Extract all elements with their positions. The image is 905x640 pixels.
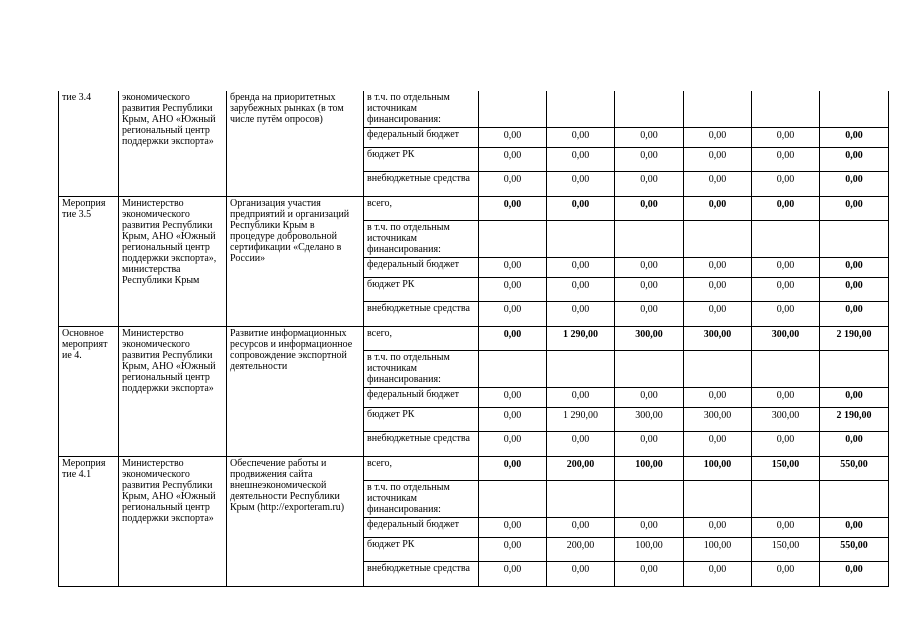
value-cell: 0,00 [684,258,752,278]
value-cell: 0,00 [547,518,615,538]
value-cell: 0,00 [820,197,889,221]
value-cell: 0,00 [547,388,615,408]
value-cell: 0,00 [752,302,820,327]
value-cell: 0,00 [547,128,615,148]
source-label: федеральный бюджет [364,388,479,408]
source-label: бюджет РК [364,408,479,432]
value-cell: 0,00 [479,327,547,351]
value-cell: 0,00 [479,258,547,278]
value-cell: 0,00 [615,388,684,408]
value-cell: 0,00 [547,172,615,197]
source-label: в т.ч. по отдельным источникам финансирования: [364,481,479,518]
table-row [59,457,889,481]
value-cell: 0,00 [547,258,615,278]
value-cell: 0,00 [684,172,752,197]
value-cell: 0,00 [479,197,547,221]
value-cell: 2 190,00 [820,408,889,432]
value-cell: 0,00 [752,562,820,587]
event-description: бренда на приоритетных зарубежных рынках (в том числе путём опросов) [227,91,364,197]
value-cell: 0,00 [820,128,889,148]
value-cell: 0,00 [684,562,752,587]
value-cell: 100,00 [615,538,684,562]
value-cell: 300,00 [752,408,820,432]
value-cell: 1 290,00 [547,327,615,351]
event-description: Организация участия предприятий и организаций Республики Крым в процедуре добровольной сертификации «Сделано в России» [227,197,364,327]
value-cell: 0,00 [752,518,820,538]
source-label: всего, [364,327,479,351]
value-cell: 550,00 [820,538,889,562]
value-cell: 0,00 [820,302,889,327]
value-cell: 0,00 [615,518,684,538]
value-cell: 0,00 [752,388,820,408]
value-cell: 200,00 [547,538,615,562]
value-cell: 300,00 [684,327,752,351]
source-label: внебюджетные средства [364,172,479,197]
value-cell: 0,00 [752,197,820,221]
value-cell: 0,00 [615,432,684,457]
value-cell: 0,00 [752,258,820,278]
value-cell: 0,00 [684,302,752,327]
value-cell: 0,00 [820,432,889,457]
table-row [59,197,889,221]
value-cell: 0,00 [752,432,820,457]
value-cell: 0,00 [479,302,547,327]
value-cell: 0,00 [820,172,889,197]
value-cell: 300,00 [752,327,820,351]
value-cell: 0,00 [684,432,752,457]
value-cell: 0,00 [684,388,752,408]
value-cell: 0,00 [820,562,889,587]
value-cell: 300,00 [615,408,684,432]
value-cell: 150,00 [752,538,820,562]
funding-table [58,91,889,587]
value-cell: 0,00 [479,128,547,148]
value-cell: 0,00 [752,278,820,302]
event-code: Мероприя тие 3.5 [59,197,119,327]
source-label: в т.ч. по отдельным источникам финансирования: [364,221,479,258]
value-cell: 0,00 [547,197,615,221]
value-cell: 0,00 [684,197,752,221]
source-label: внебюджетные средства [364,562,479,587]
value-cell: 0,00 [684,518,752,538]
value-cell: 0,00 [479,562,547,587]
source-label: бюджет РК [364,148,479,172]
value-cell: 0,00 [615,172,684,197]
value-cell: 0,00 [479,538,547,562]
event-code: тие 3.4 [59,91,119,197]
value-cell: 0,00 [820,388,889,408]
value-cell: 0,00 [479,148,547,172]
value-cell: 0,00 [547,432,615,457]
value-cell: 150,00 [752,457,820,481]
value-cell: 300,00 [615,327,684,351]
event-executor: Министерство экономического развития Республики Крым, АНО «Южный региональный центр поддержки экспорта», министерства Республики Крым [119,197,227,327]
value-cell: 0,00 [820,518,889,538]
event-executor: экономического развития Республики Крым, АНО «Южный региональный центр поддержки экспорта» [119,91,227,197]
value-cell: 550,00 [820,457,889,481]
value-cell: 0,00 [615,197,684,221]
value-cell: 0,00 [479,432,547,457]
value-cell: 0,00 [479,278,547,302]
event-description: Обеспечение работы и продвижения сайта внешнеэкономической деятельности Республики Крым (http://exporteram.ru) [227,457,364,587]
source-label: внебюджетные средства [364,302,479,327]
value-cell: 1 290,00 [547,408,615,432]
value-cell: 200,00 [547,457,615,481]
source-label: всего, [364,457,479,481]
value-cell: 0,00 [479,172,547,197]
event-executor: Министерство экономического развития Республики Крым, АНО «Южный региональный центр поддержки экспорта» [119,327,227,457]
source-label: федеральный бюджет [364,128,479,148]
event-description: Развитие информационных ресурсов и информационное сопровождение экспортной деятельности [227,327,364,457]
value-cell: 0,00 [479,408,547,432]
value-cell: 0,00 [820,258,889,278]
value-cell: 0,00 [615,258,684,278]
value-cell: 0,00 [684,278,752,302]
source-label: бюджет РК [364,278,479,302]
value-cell: 0,00 [684,128,752,148]
value-cell: 0,00 [615,278,684,302]
event-code: Основное мероприят ие 4. [59,327,119,457]
value-cell: 100,00 [684,538,752,562]
value-cell: 0,00 [820,278,889,302]
value-cell: 2 190,00 [820,327,889,351]
source-label: федеральный бюджет [364,258,479,278]
value-cell: 0,00 [547,302,615,327]
value-cell: 100,00 [615,457,684,481]
value-cell: 0,00 [684,148,752,172]
value-cell: 0,00 [752,172,820,197]
value-cell: 0,00 [479,388,547,408]
value-cell: 0,00 [615,562,684,587]
value-cell: 100,00 [684,457,752,481]
event-code: Мероприя тие 4.1 [59,457,119,587]
value-cell: 0,00 [752,128,820,148]
table-row [59,327,889,351]
value-cell: 0,00 [479,457,547,481]
value-cell: 0,00 [615,128,684,148]
value-cell: 0,00 [547,562,615,587]
value-cell: 0,00 [479,518,547,538]
source-label: внебюджетные средства [364,432,479,457]
value-cell: 0,00 [752,148,820,172]
value-cell: 300,00 [684,408,752,432]
source-label: всего, [364,197,479,221]
table-row [59,91,889,128]
value-cell: 0,00 [820,148,889,172]
source-label: в т.ч. по отдельным источникам финансирования: [364,91,479,128]
value-cell: 0,00 [547,278,615,302]
value-cell: 0,00 [615,148,684,172]
source-label: федеральный бюджет [364,518,479,538]
source-label: в т.ч. по отдельным источникам финансирования: [364,351,479,388]
value-cell: 0,00 [547,148,615,172]
event-executor: Министерство экономического развития Республики Крым, АНО «Южный региональный центр поддержки экспорта» [119,457,227,587]
value-cell: 0,00 [615,302,684,327]
source-label: бюджет РК [364,538,479,562]
